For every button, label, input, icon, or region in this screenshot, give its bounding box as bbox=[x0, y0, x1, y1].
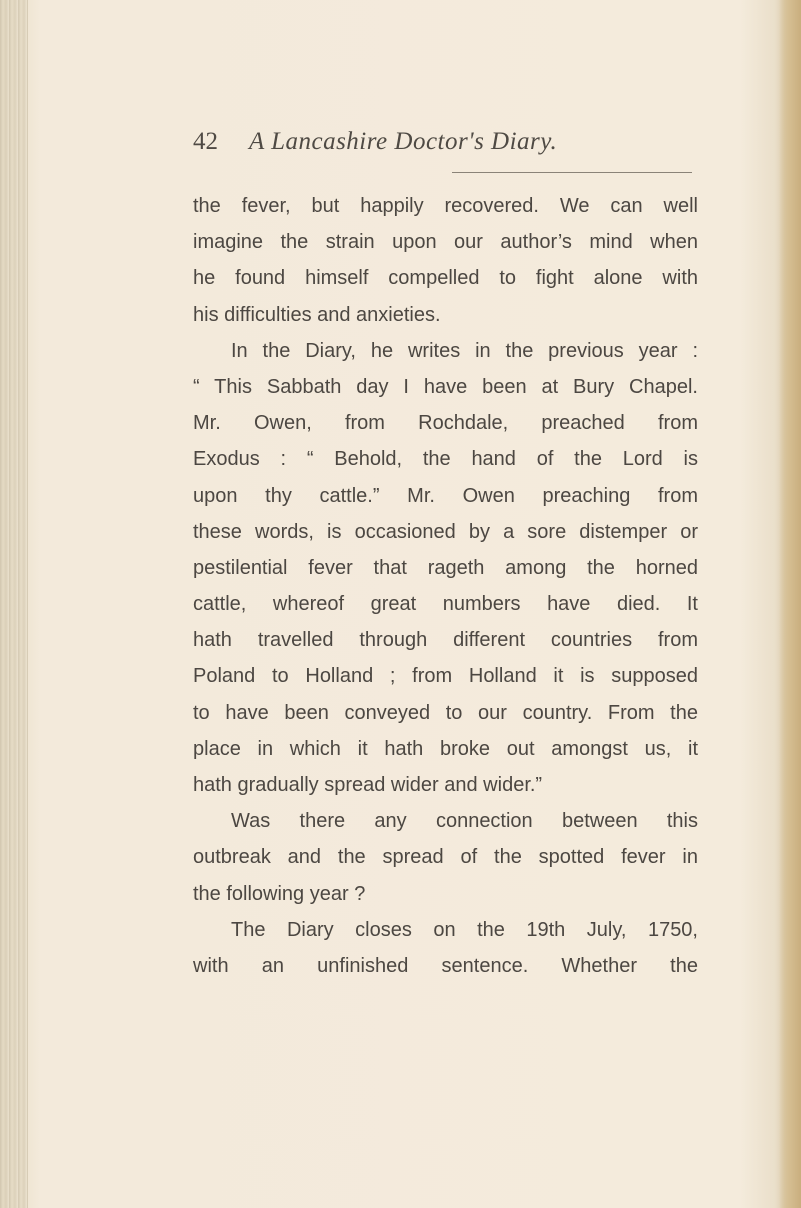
text-line: the following year ? bbox=[193, 882, 366, 905]
paragraph bbox=[193, 188, 698, 333]
text-line: hath travelled through different countries from bbox=[193, 629, 698, 652]
text-line: In the Diary, he writes in the previous year : bbox=[231, 339, 698, 362]
text-line: he found himself compelled to fight alone with bbox=[193, 267, 698, 290]
text-line: hath gradually spread wider and wider.” bbox=[193, 774, 543, 796]
text-line: outbreak and the spread of the spotted fever in bbox=[193, 846, 698, 869]
page-number: 42 bbox=[193, 128, 218, 155]
paragraph bbox=[193, 803, 698, 912]
running-title: A Lancashire Doctor's Diary. bbox=[249, 128, 558, 155]
paragraph bbox=[193, 333, 698, 803]
text-line: pestilential fever that rageth among the horned bbox=[193, 556, 698, 579]
header-rule bbox=[452, 172, 692, 173]
text-line: “ This Sabbath day I have been at Bury Chapel. bbox=[193, 375, 698, 398]
text-line: Was there any connection between this bbox=[231, 810, 698, 833]
text-line: The Diary closes on the 19th July, 1750, bbox=[231, 918, 698, 941]
paragraph bbox=[193, 912, 698, 984]
page-edge bbox=[779, 0, 801, 1208]
text-line: cattle, whereof great numbers have died. It bbox=[193, 593, 698, 616]
text-line: imagine the strain upon our author’s mind when bbox=[193, 231, 698, 254]
text-line: his difficulties and anxieties. bbox=[193, 303, 441, 326]
text-line: the fever, but happily recovered. We can well bbox=[193, 195, 698, 217]
text-line: Mr. Owen, from Rochdale, preached from bbox=[193, 412, 698, 435]
text-line: Poland to Holland ; from Holland it is supposed bbox=[193, 665, 698, 688]
text-line: these words, is occasioned by a sore distemper or bbox=[193, 520, 698, 543]
text-line: upon thy cattle.” Mr. Owen preaching from bbox=[193, 484, 698, 507]
text-line: with an unfinished sentence. Whether the bbox=[193, 954, 698, 977]
text-line: place in which it hath broke out amongst us, it bbox=[193, 737, 698, 760]
binding-gutter bbox=[0, 0, 28, 1208]
text-line: to have been conveyed to our country. From the bbox=[193, 701, 698, 724]
text-line: Exodus : “ Behold, the hand of the Lord is bbox=[193, 448, 698, 471]
running-header bbox=[193, 128, 713, 156]
body-text bbox=[193, 188, 698, 984]
